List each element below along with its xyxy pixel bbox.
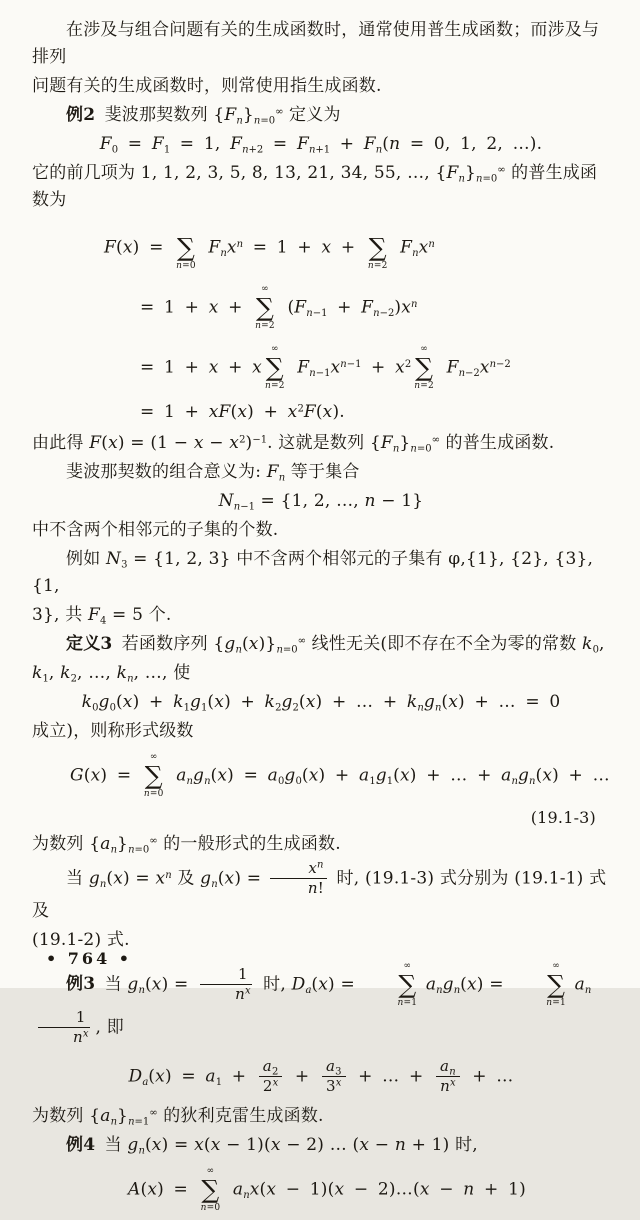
bold-label: 例4 — [66, 1134, 96, 1155]
bold-label: 定义3 — [66, 634, 113, 654]
formula-Fx-line-4: = $1 + xF(x) + x^2F(x)$. — [140, 402, 345, 422]
para-intro-line-2: 问题有关的生成函数时，则常使用指生成函数. — [32, 76, 382, 96]
formula-linear-independence: $k_0g_0(x) + k_1g_1(x) + k_2g_2(x)$ + … + $k_ng_n(x)$ + … = 0 — [81, 692, 561, 714]
formula-dirichlet: $D_a(x) = a_1$ + $\frac{a_2}{2^x}$ + $\frac{a_3}{3^x}$ + … + $\frac{a_n}{n^x}$ + … — [128, 1057, 514, 1096]
equation-number: (19.1-3) — [530, 808, 596, 827]
fraction: $\frac{1}{n^x}$ — [35, 1009, 93, 1047]
summation-symbol: ∞ ∑ n=0 — [200, 1165, 221, 1213]
document-body — [32, 16, 610, 1220]
para-general-form: 为数列 $\{a_n\}_{n=0}^\infty$ 的一般形式的生成函数. — [32, 834, 341, 856]
fraction: $\frac{x^n}{n!}$ — [270, 860, 328, 898]
summation-symbol: ∞ ∑ n=2 — [414, 344, 434, 391]
fibonacci-terms-line: 它的前几项为 1, 1, 2, 3, 5, 8, 13, 21, 34, 55, …, $\{F_n\}_{n=0}^\infty$ 的普生成函数为 — [32, 163, 598, 210]
bold-label: 例3 — [66, 974, 96, 994]
para-intro-line-1: 在涉及与组合问题有关的生成函数时，通常使用普生成函数；而涉及与排列 — [32, 20, 600, 67]
example-3-heading: 例3 当 $g_n(x)$ = $\frac{1}{n^x}$ 时, $D_a(x)$ = ∞ ∑ n=1 $a_ng_n(x)$ = ∞ ∑ n=1 $a_n$ $\frac{1}{n^x}$ , 即 — [32, 955, 610, 1053]
summation-symbol: ∞ ∑ n=1 — [397, 960, 418, 1008]
fraction: $\frac{a_n}{n^x}$ — [436, 1058, 460, 1096]
summation-symbol: ∑ n=2 — [367, 233, 388, 271]
formula-Fx-line-2: = 1 + x + ∞ ∑ n=2 $(F_{n-1} + F_{n-2})x^n$ — [140, 284, 418, 331]
page-number: • 764 • — [46, 949, 132, 968]
para-combinatorial-meaning: 斐波那契数的组合意义为: $F_n$ 等于集合 — [66, 462, 360, 484]
summation-symbol: ∞ ∑ n=2 — [255, 284, 275, 331]
summation-symbol: ∞ ∑ n=1 — [546, 960, 566, 1008]
para-dirichlet-name: 为数列 $\{a_n\}_{n=1}^\infty$ 的狄利克雷生成函数. — [32, 1105, 324, 1127]
formula-Fx-line-3: = 1 + x + x ∞ ∑ n=2 $F_{n-1}x^{n-1} + x^2$ ∞ ∑ n=2 $F_{n-2}x^{n-2}$ — [140, 344, 511, 391]
fraction: $\frac{1}{n^x}$ — [197, 966, 255, 1004]
definition-3-heading: 定义3 若函数序列 $\{g_n(x)\}_{n=0}^\infty$ 线性无关(即不存在不全为零的常数 $k_0$, — [66, 634, 605, 656]
para-conclusion-Fx: 由此得 $F(x) = (1 - x - x^2)^{-1}$. 这就是数列 $\{F_n\}_{n=0}^\infty$ 的普生成函数. — [32, 433, 555, 455]
summation-symbol: ∑ n=0 — [176, 233, 196, 271]
example-2-heading: 例2 斐波那契数列 $\{F_n\}_{n=0}^\infty$ 定义为 — [66, 105, 341, 127]
para-special-cases-line-2: (19.1-2) 式. — [32, 929, 130, 950]
formula-Gx: G(x) = ∞ ∑ n=0 $a_ng_n(x) = a_0g_0(x) + a_1g_1(x)$ + … + $a_ng_n(x)$ + … — [70, 752, 610, 799]
para-example-sets-line-1: 例如 $N_3 = \{1$, 2, 3} 中不含两个相邻元的子集有 φ,{1}, {2}, {3}, {1, — [32, 549, 594, 596]
formula-Ax: A(x) = ∞ ∑ n=0 $a_nx(x - 1)(x$ − 2)…(x − n + 1) — [128, 1165, 526, 1213]
bold-label: 例2 — [66, 105, 96, 125]
summation-symbol: ∞ ∑ n=0 — [143, 752, 164, 799]
definition-3-line-2: $k_1$, $k_2$, …, $k_n$, …, 使 — [32, 663, 191, 685]
summation-symbol: ∞ ∑ n=2 — [264, 344, 285, 391]
para-example-sets-line-2: 3}, 共 $F_4 = 5$ 个. — [32, 605, 172, 627]
para-special-cases: 当 $g_n(x) = x^n$ 及 $g_n(x)$ = $\frac{x^n}{n!}$ 时, (19.1-3) 式分别为 (19.1-1) 式及 — [32, 859, 607, 921]
fraction: $\frac{a_3}{3^x}$ — [322, 1058, 346, 1096]
formula-Fx-line-1: F(x) = ∑ n=0 $F_nx^n = 1 + x$ + ∑ n=2 $F_nx^n$ — [104, 218, 610, 278]
example-4-heading: 例4 当 $g_n(x) = x(x - 1)(x - 2)$ … (x − n + 1) 时, — [66, 1134, 478, 1156]
fraction: $\frac{a_2}{2^x}$ — [259, 1058, 283, 1096]
formula-set-N: $N_{n-1} = \{1$, 2, …, n − 1} — [218, 491, 424, 513]
definition-3-line-3: 成立)，则称形式级数 — [32, 721, 194, 741]
fibonacci-definition-formula: $F_0 = F_1 = 1$, $F_{n+2} = F_{n+1} + F_n(n = 0$, 1, 2, …). — [99, 134, 543, 156]
para-subset-count: 中不含两个相邻元的子集的个数. — [32, 520, 279, 540]
